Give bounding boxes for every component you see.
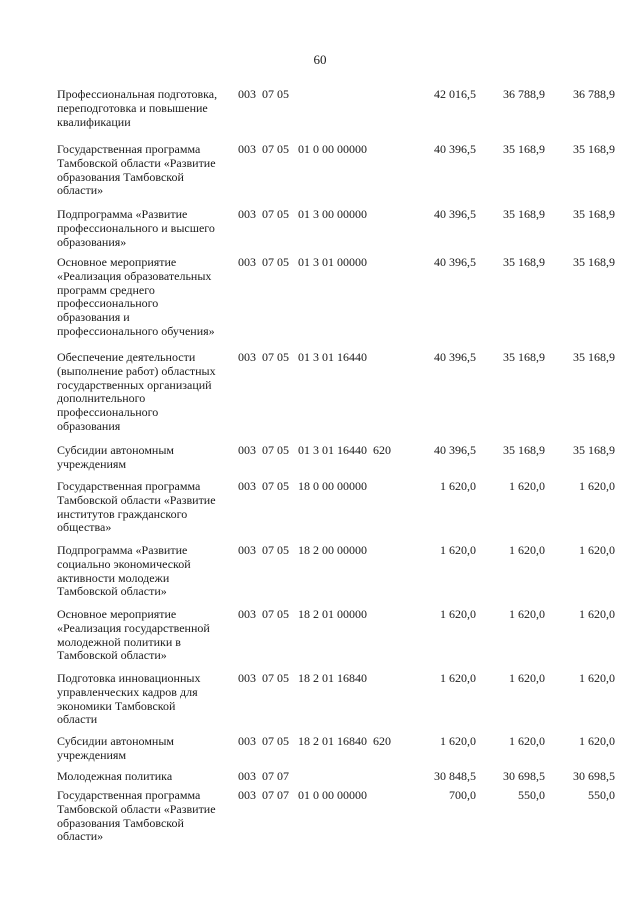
row-value-1: 40 396,5	[434, 255, 476, 269]
row-code: 003 07 05 01 3 01 16440	[238, 350, 367, 364]
row-code: 003 07 05 01 3 00 00000	[238, 207, 367, 221]
table-row	[0, 256, 640, 351]
row-value-2: 35 168,9	[503, 255, 545, 269]
row-name: Субсидии автономным учреждениям	[57, 443, 174, 471]
row-code: 003 07 05 18 2 01 16840 620	[238, 734, 391, 748]
table-row	[0, 770, 640, 789]
row-value-2: 30 698,5	[503, 769, 545, 783]
row-code: 003 07 05 18 2 01 16840	[238, 671, 367, 685]
row-code: 003 07 07	[238, 769, 289, 783]
row-name: Подпрограмма «Развитие социально экономической активности молодежи Тамбовской области»	[57, 543, 191, 599]
row-value-1: 40 396,5	[434, 207, 476, 221]
row-code: 003 07 05 01 3 01 16440 620	[238, 443, 391, 457]
table-row	[0, 480, 640, 544]
row-value-2: 1 620,0	[509, 734, 545, 748]
row-code: 003 07 05 01 3 01 00000	[238, 255, 367, 269]
row-code: 003 07 05 18 0 00 00000	[238, 479, 367, 493]
row-value-2: 550,0	[518, 788, 545, 802]
row-value-2: 1 620,0	[509, 671, 545, 685]
row-value-2: 35 168,9	[503, 443, 545, 457]
table-row	[0, 789, 640, 849]
row-name: Обеспечение деятельности (выполнение работ) областных государственных организаций дополнительного профессионального образования	[57, 350, 216, 433]
row-name: Основное мероприятие «Реализация образовательных программ среднего профессионального образования и профессионального обучения»	[57, 255, 215, 338]
row-name: Государственная программа Тамбовской области «Развитие образования Тамбовской области»	[57, 788, 216, 844]
row-value-3: 35 168,9	[573, 443, 615, 457]
row-code: 003 07 07 01 0 00 00000	[238, 788, 367, 802]
row-value-3: 1 620,0	[579, 543, 615, 557]
table-row	[0, 672, 640, 735]
row-value-3: 35 168,9	[573, 350, 615, 364]
row-value-3: 36 788,9	[573, 87, 615, 101]
row-value-1: 40 396,5	[434, 350, 476, 364]
row-value-2: 35 168,9	[503, 207, 545, 221]
row-code: 003 07 05 18 2 01 00000	[238, 607, 367, 621]
row-name: Подпрограмма «Развитие профессионального и высшего образования»	[57, 207, 215, 249]
row-name: Профессиональная подготовка, переподготовка и повышение квалификации	[57, 87, 218, 129]
row-value-1: 700,0	[449, 788, 476, 802]
row-value-1: 1 620,0	[440, 734, 476, 748]
row-name: Основное мероприятие «Реализация государственной молодежной политики в Тамбовской области»	[57, 607, 210, 663]
row-value-1: 1 620,0	[440, 671, 476, 685]
row-name: Государственная программа Тамбовской области «Развитие институтов гражданского общества»	[57, 479, 216, 535]
row-value-1: 40 396,5	[434, 443, 476, 457]
row-value-1: 30 848,5	[434, 769, 476, 783]
table-row	[0, 735, 640, 770]
row-value-1: 40 396,5	[434, 142, 476, 156]
table-row	[0, 544, 640, 608]
row-value-2: 1 620,0	[509, 607, 545, 621]
row-value-3: 35 168,9	[573, 142, 615, 156]
row-name: Подготовка инновационных управленческих кадров для экономики Тамбовской области	[57, 671, 201, 727]
row-value-2: 1 620,0	[509, 479, 545, 493]
row-name: Молодежная политика	[57, 769, 173, 783]
row-value-3: 1 620,0	[579, 607, 615, 621]
row-value-3: 1 620,0	[579, 479, 615, 493]
page-number: 60	[313, 52, 327, 67]
row-value-3: 1 620,0	[579, 671, 615, 685]
row-code: 003 07 05 01 0 00 00000	[238, 142, 367, 156]
row-value-1: 1 620,0	[440, 543, 476, 557]
row-value-2: 35 168,9	[503, 142, 545, 156]
table-row	[0, 608, 640, 672]
row-value-1: 1 620,0	[440, 479, 476, 493]
row-value-3: 1 620,0	[579, 734, 615, 748]
table-row	[0, 351, 640, 444]
table-row	[0, 444, 640, 480]
row-value-3: 35 168,9	[573, 207, 615, 221]
row-name: Государственная программа Тамбовской области «Развитие образования Тамбовской области»	[57, 142, 216, 198]
table-row	[0, 88, 640, 143]
row-value-3: 550,0	[588, 788, 615, 802]
row-name: Субсидии автономным учреждениям	[57, 734, 174, 762]
table-row	[0, 143, 640, 208]
row-value-3: 35 168,9	[573, 255, 615, 269]
row-value-2: 1 620,0	[509, 543, 545, 557]
row-value-2: 35 168,9	[503, 350, 545, 364]
row-code: 003 07 05	[238, 87, 289, 101]
row-value-1: 42 016,5	[434, 87, 476, 101]
budget-table	[0, 88, 640, 849]
row-code: 003 07 05 18 2 00 00000	[238, 543, 367, 557]
table-row	[0, 208, 640, 256]
row-value-1: 1 620,0	[440, 607, 476, 621]
row-value-2: 36 788,9	[503, 87, 545, 101]
row-value-3: 30 698,5	[573, 769, 615, 783]
